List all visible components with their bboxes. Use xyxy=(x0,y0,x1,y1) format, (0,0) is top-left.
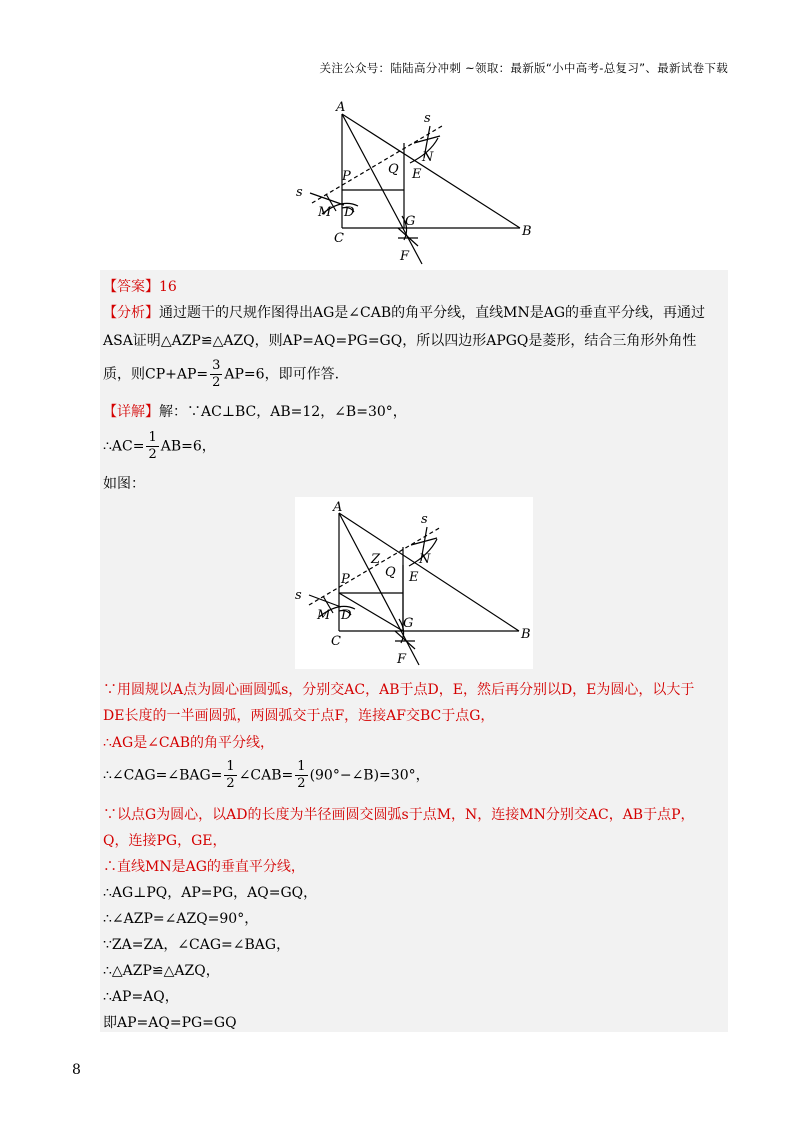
label-c-2: C xyxy=(331,634,341,649)
step-4: ∵以点G为圆心，以AD的长度为半径画圆交圆弧s于点M，N，连接MN分别交AC，AB于点P， xyxy=(103,807,695,823)
step-9: ∵ZA=ZA，∠CAG=∠BAG， xyxy=(103,937,291,953)
label-b-2: B xyxy=(521,627,531,642)
label-n-2: N xyxy=(419,552,431,567)
detail-tag: 【详解】 xyxy=(103,404,159,420)
construction-figure-solution xyxy=(295,497,533,669)
label-p: P xyxy=(342,169,351,184)
detail-line-2: ∴AC= $\frac{1}{2}$ AB=6， xyxy=(103,430,216,462)
step-1: ∵用圆规以A点为圆心画圆弧s，分别交AC，AB于点D，E，然后再分别以D，E为圆心，以大于 xyxy=(103,682,695,698)
label-s-top: s xyxy=(424,111,431,126)
answer-value: 16 xyxy=(159,279,177,295)
detail-line-3: 如图： xyxy=(103,476,145,492)
label-g: G xyxy=(405,214,416,229)
label-e-2: E xyxy=(409,570,419,585)
label-f: F xyxy=(400,249,410,264)
answer-tag: 【答案】 xyxy=(103,279,159,295)
analysis-line-3: 质，则CP+AP= $\frac{3}{2}$ AP=6，即可作答. xyxy=(103,358,340,390)
page-number: 8 xyxy=(72,1062,81,1078)
step-10: ∴△AZP≌△AZQ， xyxy=(103,963,220,979)
label-p-2: P xyxy=(341,572,350,587)
answer-line xyxy=(103,277,177,297)
analysis-line-2: ASA证明△AZP≌△AZQ，则AP=AQ=PG=GQ，所以四边形APGQ是菱形，结合三角形外角性 xyxy=(103,333,697,349)
label-s-left: s xyxy=(296,185,303,200)
fraction-three-halves: $\frac{3}{2}$ xyxy=(212,358,221,390)
fraction-half: $\frac{1}{2}$ xyxy=(148,430,157,462)
label-a-2: A xyxy=(333,500,343,515)
label-q-2: Q xyxy=(385,565,396,580)
analysis-tag: 【分析】 xyxy=(103,305,159,321)
detail-line-1: 【详解】解：∵AC⊥BC，AB=12，∠B=30°， xyxy=(103,404,407,420)
step-3: ∴AG是∠CAB的角平分线， xyxy=(103,735,275,751)
step-5: Q，连接PG，GE， xyxy=(103,833,227,849)
step-8: ∴∠AZP=∠AZQ=90°， xyxy=(103,911,259,927)
label-s-top-2: s xyxy=(421,512,428,527)
label-q: Q xyxy=(388,162,399,177)
construction-figure-top xyxy=(282,98,542,268)
label-d: D xyxy=(344,205,355,220)
label-f-2: F xyxy=(397,652,407,667)
label-b: B xyxy=(522,224,532,239)
label-n: N xyxy=(422,150,434,165)
label-m: M xyxy=(318,205,332,220)
label-z-2: Z xyxy=(371,552,381,567)
label-a: A xyxy=(336,100,346,115)
angle-step: ∴∠CAG=∠BAG= $\frac{1}{2}$ ∠CAB= $\frac{1}{2}$ (90°−∠B)=30°， xyxy=(103,759,430,791)
step-2: DE长度的一半画圆弧，两圆弧交于点F，连接AF交BC于点G， xyxy=(103,708,495,724)
label-c: C xyxy=(334,231,344,246)
label-d-2: D xyxy=(341,608,352,623)
step-7: ∴AG⊥PQ，AP=PG，AQ=GQ， xyxy=(103,885,318,901)
label-m-2: M xyxy=(317,608,331,623)
label-e: E xyxy=(412,167,422,182)
analysis-line-1: 【分析】通过题干的尺规作图得出AG是∠CAB的角平分线，直线MN是AG的垂直平分线，再通过 xyxy=(103,305,706,321)
step-12: 即AP=AQ=PG=GQ xyxy=(103,1015,237,1031)
page-header: 关注公众号：陆陆高分冲刺 ~领取：最新版“小中高考-总复习”、最新试卷下载 xyxy=(319,61,728,75)
label-s-left-2: s xyxy=(295,588,302,603)
label-g-2: G xyxy=(403,616,414,631)
step-11: ∴AP=AQ， xyxy=(103,989,179,1005)
step-6: ∴直线MN是AG的垂直平分线， xyxy=(103,859,305,875)
